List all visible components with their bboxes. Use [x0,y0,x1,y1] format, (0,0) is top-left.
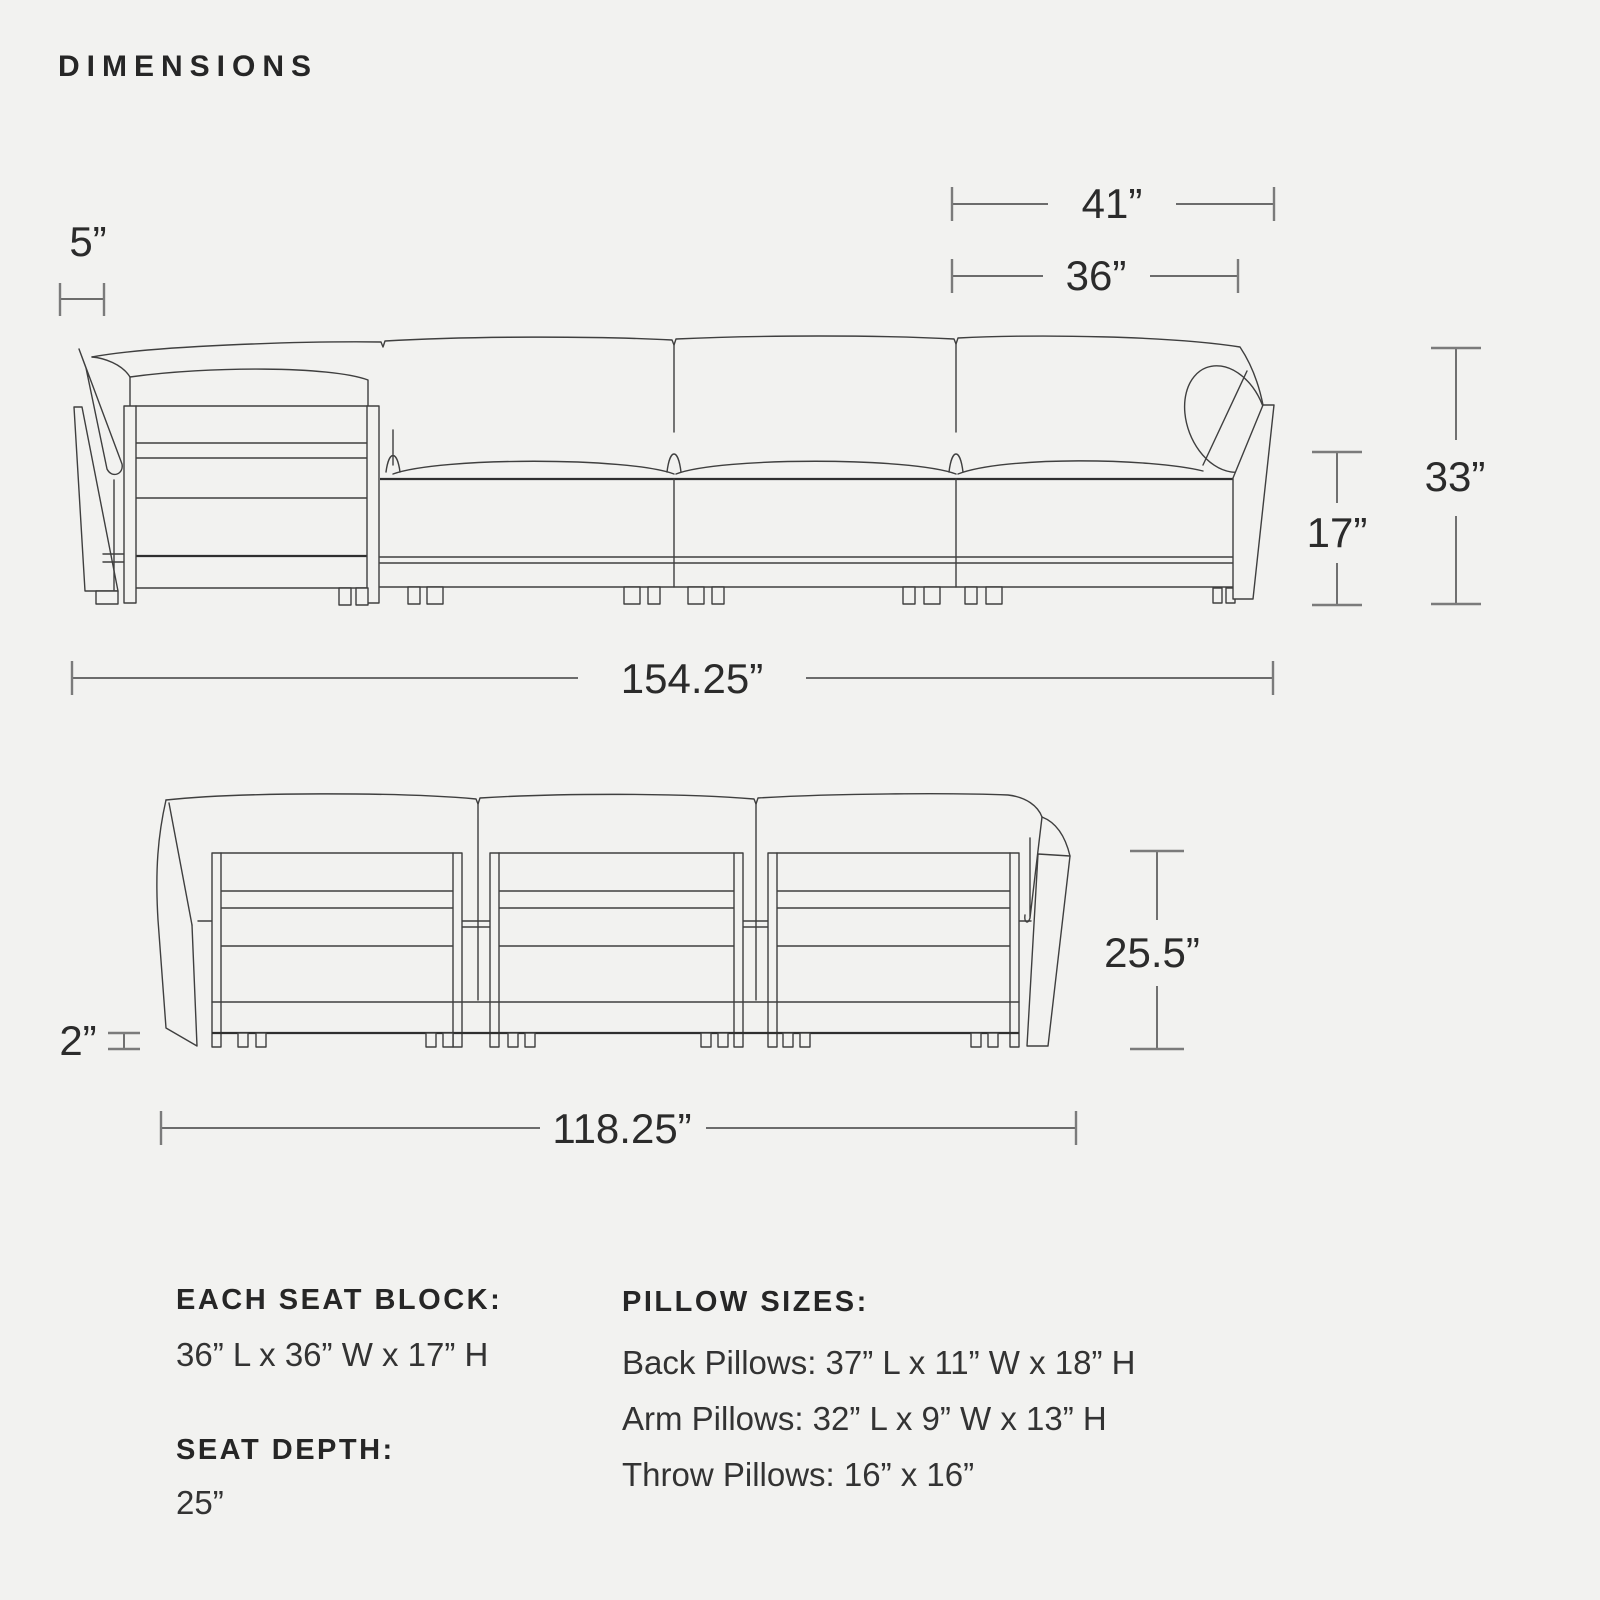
back-view-feet [238,1033,998,1047]
back-frame-right [768,853,1019,1047]
corner-frame [124,406,379,605]
dim-label-overall-length: 154.25” [620,655,764,702]
back-right-arm [1027,854,1070,1046]
dim-label-seat-height: 17” [1306,509,1368,556]
back-view-dimension-lines [108,851,1184,1145]
dim-label-seat-with-arm: 41” [1081,180,1143,227]
seat-depth-heading: SEAT DEPTH: [176,1434,395,1466]
seat-block-value: 36” L x 36” W x 17” H [176,1336,489,1373]
side-view-feet [408,587,1235,604]
back-frame-middle [490,853,743,1047]
page-title: DIMENSIONS [58,50,319,83]
back-frame-left [212,853,462,1047]
pillow-sizes-heading: PILLOW SIZES: [622,1286,869,1318]
dim-label-seat-module: 36” [1065,252,1127,299]
dim-label-back-length: 118.25” [552,1105,692,1152]
seat-depth-value: 25” [176,1484,224,1521]
pillow-throw-value: Throw Pillows: 16” x 16” [622,1456,975,1493]
seat-block-heading: EACH SEAT BLOCK: [176,1284,503,1316]
side-view-drawing [74,336,1282,605]
dim-label-back-height: 25.5” [1104,929,1200,976]
pillow-arm-value: Arm Pillows: 32” L x 9” W x 13” H [622,1400,1107,1437]
dim-label-overall-height: 33” [1424,453,1486,500]
back-view-drawing [157,794,1070,1047]
dim-label-leg-height: 2” [59,1017,97,1064]
pillow-back-value: Back Pillows: 37” L x 11” W x 18” H [622,1344,1136,1381]
dim-label-arm-width: 5” [69,218,107,265]
